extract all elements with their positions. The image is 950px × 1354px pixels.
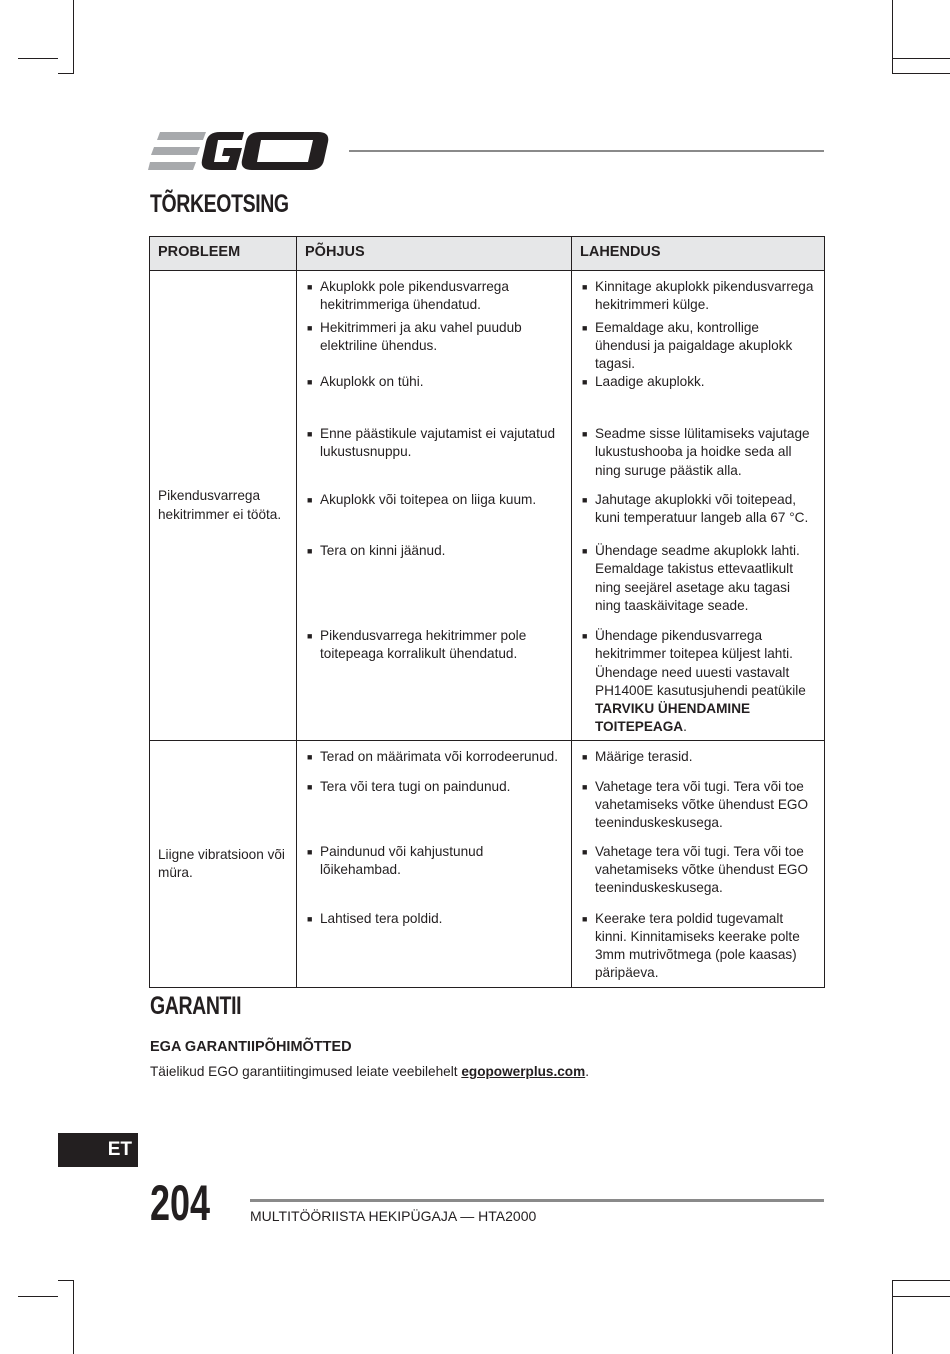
solution-cell: ■ Jahutage akuplokki või toitepead, kuni temperatuur langeb alla 67 °C. xyxy=(572,491,825,542)
crop-mark xyxy=(18,58,58,59)
solution-cell: ■ Laadige akuplokk. xyxy=(572,373,825,425)
header-rule xyxy=(349,150,824,152)
footer-rule xyxy=(250,1199,824,1202)
solution-cell: ■ Keerake tera poldid tugevamalt kinni. Kinnitamiseks keerake polte 3mm mutrivõtmega (pole kaasas) päripäeva. xyxy=(572,910,825,987)
crop-mark xyxy=(73,1280,74,1354)
solution-cell: ■ Vahetage tera või tugi. Tera või toe vahetamiseks võtke ühendust EGO teeninduskeskusega. xyxy=(572,843,825,910)
table-row xyxy=(150,271,825,319)
crop-mark xyxy=(73,0,74,74)
column-header-problem: PROBLEEM xyxy=(150,237,297,271)
warranty-link[interactable]: egopowerplus.com xyxy=(461,1064,586,1079)
bullet-icon: ■ xyxy=(307,546,313,557)
crop-mark xyxy=(18,1296,58,1297)
troubleshooting-table xyxy=(149,236,825,988)
crop-mark xyxy=(892,1296,950,1297)
column-header-cause: PÕHJUS xyxy=(297,237,572,271)
problem-cell: Liigne vibratsioon või müra. xyxy=(150,741,297,987)
ego-logo xyxy=(148,128,332,174)
problem-cell: Pikendusvarrega hekitrimmer ei tööta. xyxy=(150,271,297,741)
bullet-icon: ■ xyxy=(582,631,588,642)
bullet-icon: ■ xyxy=(582,546,588,557)
bullet-icon: ■ xyxy=(582,781,588,792)
solution-cell: ■ Eemaldage aku, kontrollige ühendusi ja paigaldage akuplokk tagasi. xyxy=(572,319,825,374)
cause-cell: ■ Tera või tera tugi on paindunud. xyxy=(297,778,572,843)
page-number: 204 xyxy=(150,1175,211,1231)
crop-mark xyxy=(58,1280,73,1281)
bullet-icon: ■ xyxy=(582,322,588,333)
cause-cell: ■ Pikendusvarrega hekitrimmer pole toitepeaga korralikult ühendatud. xyxy=(297,627,572,741)
solution-cell: ■ Kinnitage akuplokk pikendusvarrega hekitrimmeri külge. xyxy=(572,271,825,319)
section-title-warranty: GARANTII xyxy=(150,992,242,1020)
column-header-solution: LAHENDUS xyxy=(572,237,825,271)
solution-cell: ■ Vahetage tera või tugi. Tera või toe vahetamiseks võtke ühendust EGO teeninduskeskusega. xyxy=(572,778,825,843)
bullet-icon: ■ xyxy=(307,781,313,792)
crop-mark xyxy=(892,58,950,59)
crop-mark xyxy=(58,73,73,74)
bullet-icon: ■ xyxy=(582,846,588,857)
crop-mark xyxy=(892,73,950,74)
chapter-reference: TARVIKU ÜHENDAMINE TOITEPEAGA xyxy=(595,700,751,735)
cause-cell: ■ Akuplokk või toitepea on liiga kuum. xyxy=(297,491,572,542)
bullet-icon: ■ xyxy=(307,913,313,924)
solution-cell: ■ Määrige terasid. xyxy=(572,741,825,778)
bullet-icon: ■ xyxy=(582,495,588,506)
table-row xyxy=(150,741,825,778)
cause-cell: ■ Tera on kinni jäänud. xyxy=(297,542,572,627)
bullet-icon: ■ xyxy=(582,377,588,388)
solution-cell: ■ Ühendage pikendusvarrega hekitrimmer toitepea küljest lahti. Ühendage need uuesti vastavalt PH1400E kasutusjuhendi peatükile TARVIKU ÜHENDAMINE TOITEPEAGA. xyxy=(572,627,825,741)
cause-cell: ■ Enne päästikule vajutamist ei vajutatud lukustusnuppu. xyxy=(297,425,572,491)
bullet-icon: ■ xyxy=(582,429,588,440)
bullet-icon: ■ xyxy=(307,631,313,642)
cause-cell: ■ Terad on määrimata või korrodeerunud. xyxy=(297,741,572,778)
bullet-icon: ■ xyxy=(307,282,313,292)
solution-cell: ■ Ühendage seadme akuplokk lahti. Eemaldage takistus ettevaatlikult ning seejärel asetage aku tagasi ning taaskäivitage seade. xyxy=(572,542,825,627)
cause-cell: ■ Hekitrimmeri ja aku vahel puudub elektriline ühendus. xyxy=(297,319,572,374)
bullet-icon: ■ xyxy=(307,322,313,333)
crop-mark xyxy=(892,1280,893,1354)
footer-doc-title: MULTITÖÖRIISTA HEKIPÜGAJA — HTA2000 xyxy=(250,1208,537,1224)
bullet-icon: ■ xyxy=(582,752,588,763)
bullet-icon: ■ xyxy=(582,282,588,292)
bullet-icon: ■ xyxy=(307,495,313,506)
cause-cell: ■ Lahtised tera poldid. xyxy=(297,910,572,987)
bullet-icon: ■ xyxy=(307,846,313,857)
warranty-subtitle: EGA GARANTIIPÕHIMÕTTED xyxy=(150,1039,352,1055)
bullet-icon: ■ xyxy=(582,913,588,924)
warranty-text: Täielikud EGO garantiitingimused leiate veebilehelt egopowerplus.com. xyxy=(150,1064,589,1079)
bullet-icon: ■ xyxy=(307,377,313,388)
cause-cell: ■ Paindunud või kahjustunud lõikehambad. xyxy=(297,843,572,910)
bullet-icon: ■ xyxy=(307,752,313,763)
crop-mark xyxy=(892,0,893,74)
language-tab: ET xyxy=(58,1133,138,1167)
crop-mark xyxy=(892,1280,950,1281)
section-title-troubleshooting: TÕRKEOTSING xyxy=(150,190,289,218)
bullet-icon: ■ xyxy=(307,429,313,440)
cause-cell: ■ Akuplokk pole pikendusvarrega hekitrimmeriga ühendatud. xyxy=(297,271,572,319)
solution-cell: ■ Seadme sisse lülitamiseks vajutage lukustushooba ja hoidke seda all ning suruge päästik alla. xyxy=(572,425,825,491)
cause-cell: ■ Akuplokk on tühi. xyxy=(297,373,572,425)
